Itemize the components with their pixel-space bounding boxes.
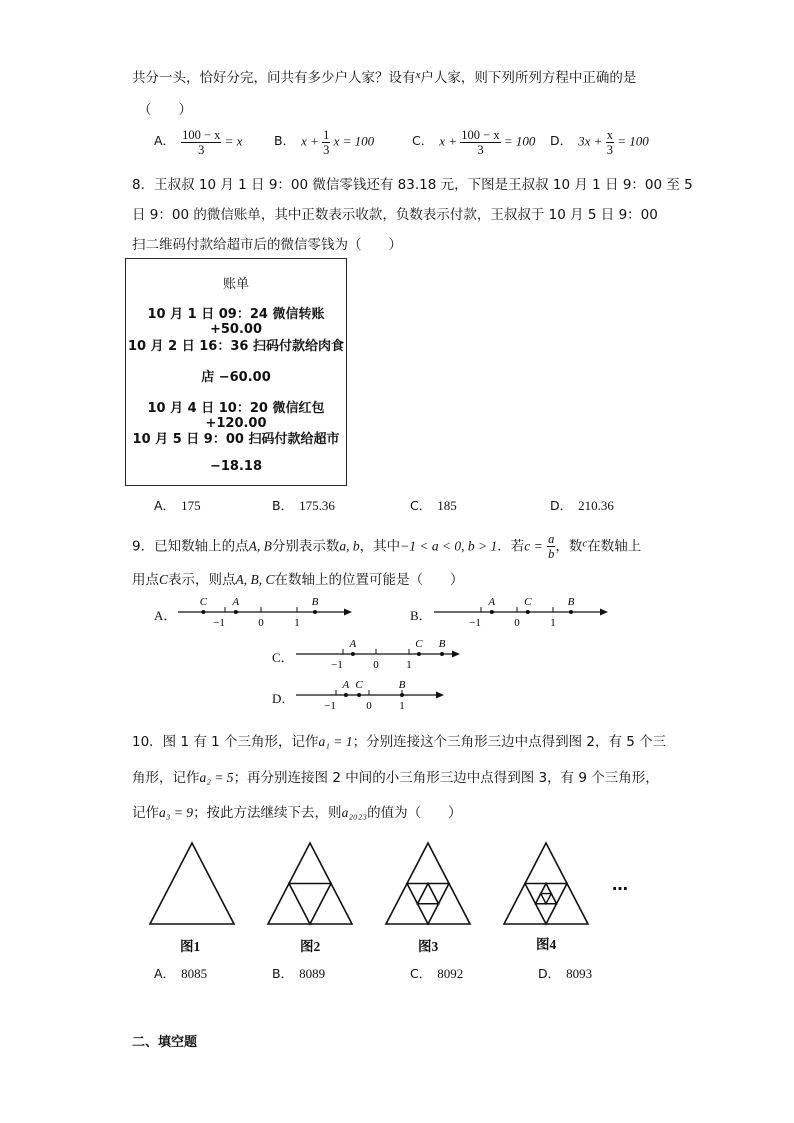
q9-stem-line1: 9．已知数轴上的点A, B分别表示数a, b，其中−1 < a < 0, b > 1．若c = $\frac{a}{b}$ ，数$^c$在数轴上 [132,532,642,561]
q9-option-b-label[interactable]: B． [410,608,432,623]
point-label-c: C [199,596,208,608]
point-label-a: A [342,679,350,691]
point-b [400,693,404,697]
q10-stem-line2: 角形，记作a₂ = 5；再分别连接图 2 中间的小三角形三边中点得到图 3，有 9 个三角形， [132,770,659,786]
tick-label: 1 [406,659,412,671]
q9-stem-line2: 用点C表示，则点A, B, C在数轴上的位置可能是（ ） [132,572,464,588]
point-b [569,610,573,614]
point-c [417,652,421,656]
figure-1-triangle [146,840,238,928]
tick-label: 1 [550,617,556,629]
point-b [440,652,444,656]
point-label-c: C [415,638,423,650]
q9-option-b-numberline [432,592,612,632]
q8-stem-line3: 扫二维码付款给超市后的微信零钱为（ ） [132,237,402,253]
bill-row-4a: 10 月 5 日 9：00 扫码付款给超市 [132,432,340,447]
axis-arrow [600,609,608,616]
bill-row-2a: 10 月 2 日 16：36 扫码付款给肉食 [128,339,344,354]
q8-option-c[interactable]: C． 185 [410,498,457,513]
q8-option-d[interactable]: D． 210.36 [550,498,614,513]
q8-stem-line1: 8．王叔叔 10 月 1 日 9：00 微信零钱还有 83.18 元，下图是王叔叔 10 月 1 日 9：00 至 5 [132,177,693,193]
q10-stem-line1: 10．图 1 有 1 个三角形，记作a₁ = 1；分别连接这个三角形三边中点得到图 2，有 5 个三 [132,734,667,750]
tick-label: 1 [294,617,300,629]
section-heading-fill-in: 二、填空题 [132,1035,198,1050]
point-label-b: B [438,638,446,650]
figure-4-caption: 图4 [536,937,557,952]
bill-title: 账单 [222,277,249,292]
q8-option-b[interactable]: B． 175.36 [272,498,335,513]
figure-ellipsis: … [612,875,628,894]
q9-option-a-label[interactable]: A． [154,608,177,623]
point-a [351,652,355,656]
q9-option-a-numberline [176,592,356,632]
point-label-c: C [524,596,532,608]
point-c [357,693,361,697]
tick-label: −1 [469,617,481,629]
figure-2-triangle [264,840,356,928]
point-label-a: A [488,596,496,608]
q8-stem-line2: 日 9：00 的微信账单，其中正数表示收款，负数表示付款，王叔叔于 10 月 5 日 9：00 [132,207,658,223]
point-c [201,610,205,614]
tick-label: 0 [366,700,372,712]
tick-label: 0 [373,659,379,671]
bill-box [125,258,347,486]
q10-stem-line3: 记作a₃ = 9；按此方法继续下去，则a₂₀₂₃的值为（ ） [132,805,462,821]
bill-row-2b: 店 −60.00 [201,370,271,385]
q10-option-d[interactable]: D． 8093 [538,966,593,981]
point-a [234,610,238,614]
tick-label: 0 [258,617,264,629]
q10-option-a[interactable]: A． 8085 [154,966,208,981]
q7-answer-paren: （ ） [138,102,192,118]
q7-option-c[interactable]: C． x + $\frac{100 - x}{3}$ = 100 [412,128,536,157]
bill-row-4b: −18.18 [209,459,262,474]
q9-option-d-label[interactable]: D． [272,691,295,706]
q10-option-c[interactable]: C． 8092 [410,966,464,981]
point-label-b: B [398,679,406,691]
q7-option-b[interactable]: B． x + $\frac{1}{3}$ x = 100 [274,128,375,157]
q7-option-a[interactable]: A． $\frac{100 - x}{3}$ = x [154,128,243,157]
figure-3-caption: 图3 [418,939,439,954]
point-label-a: A [349,638,357,650]
point-b [313,610,317,614]
tick-label: −1 [331,659,343,671]
axis-arrow [452,651,460,658]
q8-option-a[interactable]: A． 175 [154,498,201,513]
q7-option-d[interactable]: D． 3x + $\frac{x}{3}$ = 100 [550,128,649,157]
figure-2-caption: 图2 [300,939,321,954]
bill-row-3: 10 月 4 日 10：20 微信红包 +120.00 [147,401,325,431]
q9-option-c-numberline [294,634,464,674]
tick-label: −1 [324,700,336,712]
point-a [490,610,494,614]
tick-label: 1 [399,700,405,712]
point-label-a: A [232,596,240,608]
tick-label: −1 [213,617,225,629]
q9-option-d-numberline [294,675,454,715]
point-label-c: C [355,679,363,691]
axis-arrow [436,692,444,699]
figure-4-triangle [500,840,592,928]
q9-option-c-label[interactable]: C． [272,650,294,665]
tick-label: 0 [514,617,520,629]
point-label-b: B [567,596,575,608]
point-c [526,610,530,614]
point-a [344,693,348,697]
figure-3-triangle [382,840,474,928]
point-label-b: B [311,596,319,608]
figure-1-caption: 图1 [180,939,201,954]
axis-arrow [344,609,352,616]
q10-option-b[interactable]: B． 8089 [272,966,326,981]
bill-row-1: 10 月 1 日 09：24 微信转账 +50.00 [147,307,325,337]
q7-stem-line: 共分一头，恰好分完，问共有多少户人家？设有$^x$户人家，则下列所列方程中正确的是 [132,69,637,86]
